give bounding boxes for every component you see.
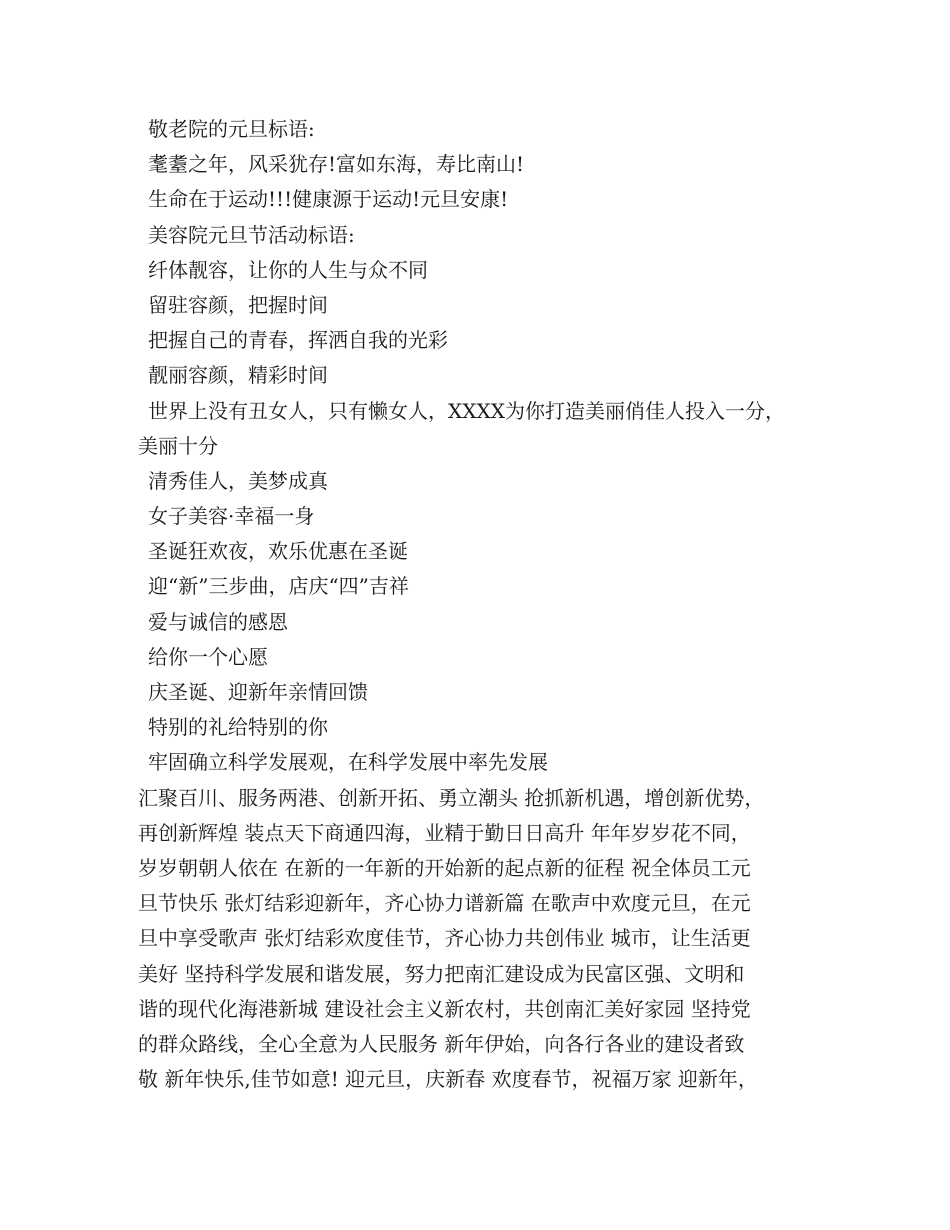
paragraph-line: 旦中享受歌声 张灯结彩欢度佳节，齐心协力共创伟业 城市，让生活更 [138, 926, 751, 951]
text-line: 世界上没有丑女人，只有懒女人，XXXX为你打造美丽俏佳人投入一分， [148, 398, 785, 423]
text-line: 牢固确立科学发展观，在科学发展中率先发展 [148, 750, 548, 775]
text-line: 耄耋之年，风采犹存!富如东海，寿比南山! [148, 152, 525, 177]
text-line: 迎“新”三步曲，店庆“四”吉祥 [148, 574, 409, 599]
text-line: 敬老院的元旦标语: [148, 117, 315, 141]
text-line: 纤体靓容，让你的人生与众不同 [148, 257, 428, 282]
text-line: 圣诞狂欢夜，欢乐优惠在圣诞 [148, 539, 408, 564]
document-body [138, 112, 828, 1097]
text-line: 美容院元旦节活动标语: [148, 222, 355, 247]
text-line: 庆圣诞、迎新年亲情回馈 [148, 680, 368, 704]
paragraph-line: 美好 坚持科学发展和谐发展，努力把南汇建设成为民富区强、文明和 [138, 961, 745, 986]
paragraph-line: 的群众路线，全心全意为人民服务 新年伊始，向各行各业的建设者致 [138, 1031, 745, 1056]
paragraph-line: 汇聚百川、服务两港、创新开拓、勇立潮头 抢抓新机遇，增创新优势， [138, 785, 765, 810]
text-line: 留驻容颜，把握时间 [148, 292, 328, 317]
text-line: 靓丽容颜，精彩时间 [148, 363, 328, 388]
text-line: 给你一个心愿 [148, 644, 268, 669]
text-line: 女子美容·幸福一身 [148, 504, 315, 529]
paragraph-line: 谐的现代化海港新城 建设社会主义新农村，共创南汇美好家园 坚持党 [138, 996, 751, 1021]
text-line: 特别的礼给特别的你 [148, 715, 328, 740]
text-line: 清秀佳人，美梦成真 [148, 468, 328, 493]
paragraph-line: 再创新辉煌 装点天下商通四海，业精于勤日日高升 年年岁岁花不同， [138, 820, 751, 845]
text-line: 爱与诚信的感恩 [148, 609, 288, 634]
paragraph-line: 旦节快乐 张灯结彩迎新年，齐心协力谱新篇 在歌声中欢度元旦，在元 [138, 891, 751, 916]
text-line: 美丽十分 [138, 433, 218, 458]
text-line: 把握自己的青春，挥洒自我的光彩 [148, 328, 448, 353]
paragraph-line: 岁岁朝朝人依在 在新的一年新的开始新的起点新的征程 祝全体员工元 [138, 855, 751, 880]
text-line: 生命在于运动!!!健康源于运动!元旦安康! [148, 187, 509, 212]
paragraph-line: 敬 新年快乐,佳节如意! 迎元旦，庆新春 欢度春节，祝福万家 迎新年， [138, 1067, 758, 1092]
